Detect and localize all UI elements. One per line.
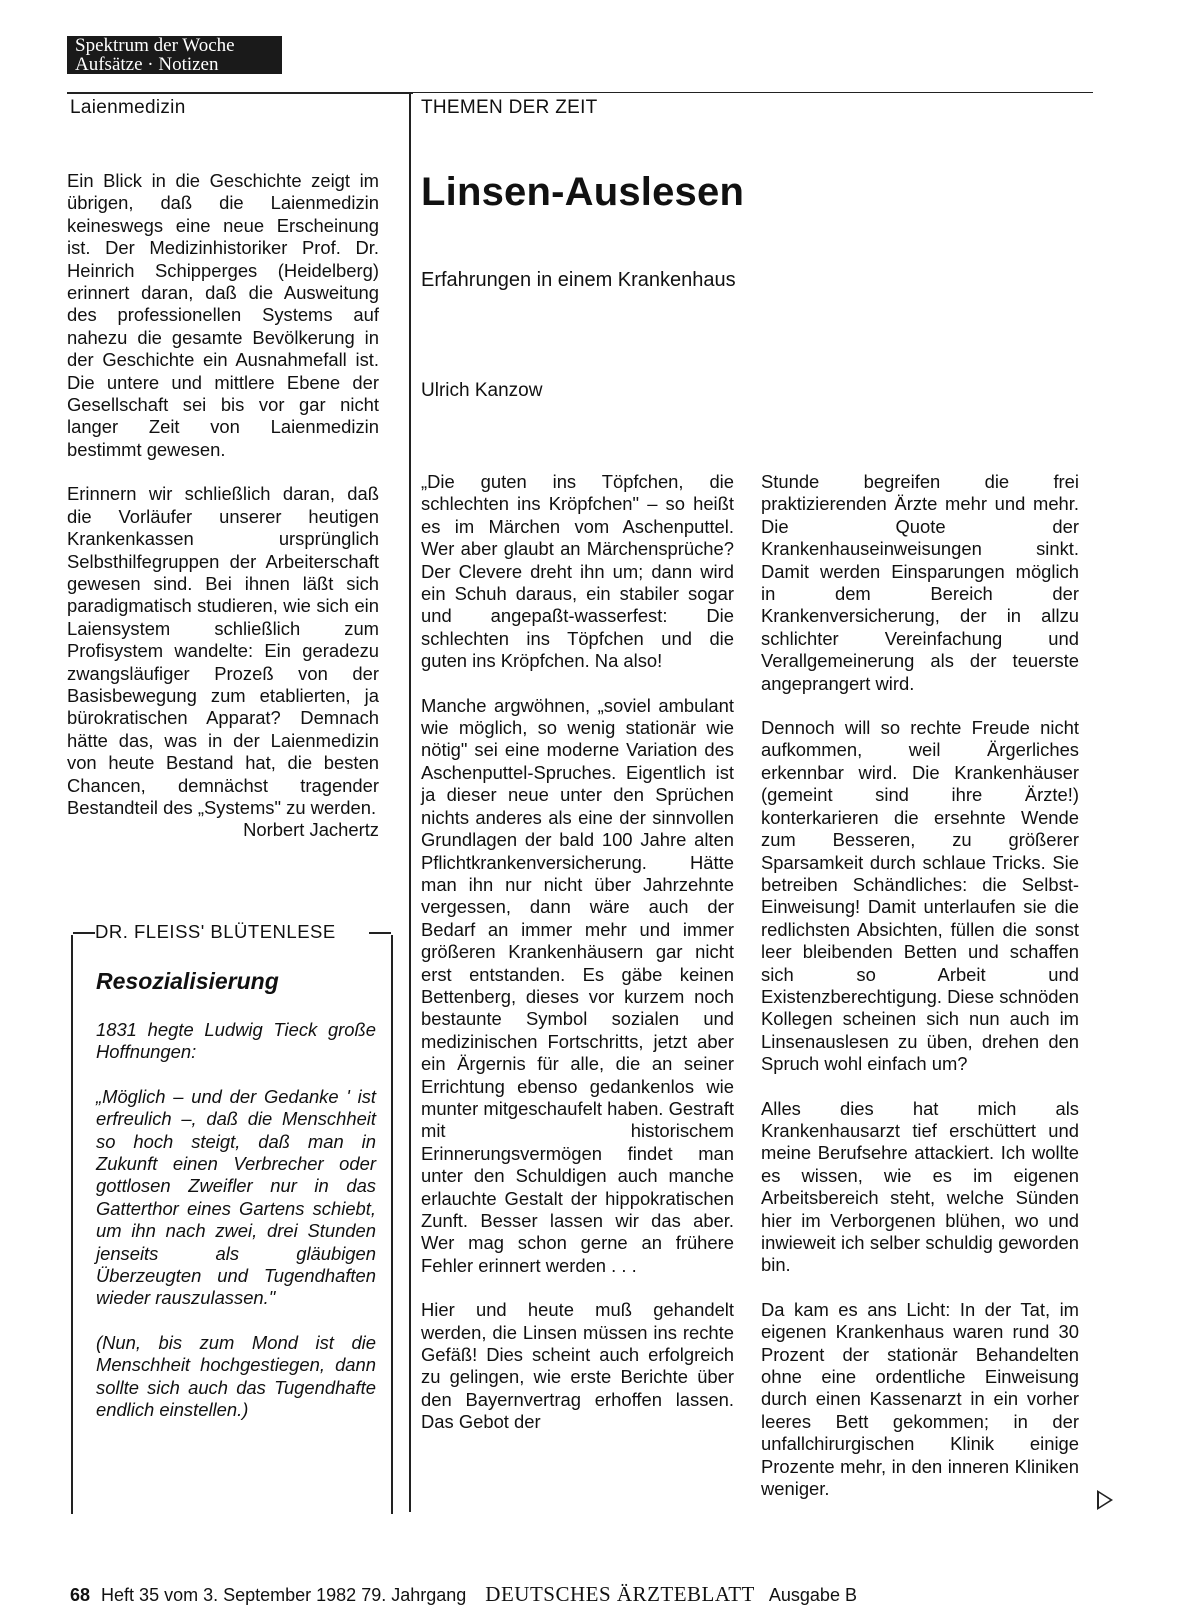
box-paragraph: 1831 hegte Ludwig Tieck große Hoffnungen: <box>96 1019 376 1063</box>
left-article-body <box>67 170 379 841</box>
top-rule-right <box>413 92 1093 93</box>
badge-line-2: Aufsätze · Notizen <box>75 54 219 75</box>
left-section-heading: Laienmedizin <box>70 97 186 118</box>
article-title: Linsen-Auslesen <box>421 170 745 214</box>
article-paragraph: Stunde begreifen die frei praktizierenden Ärzte mehr und mehr. Die Quote der Krankenhauseinweisungen sinkt. Damit werden Einsparungen möglich in dem Bereich der Krankenversicherung, der in allzu schlichter Vereinfachung und Verallgemeinerung als der teuerste angeprangert wird. <box>761 471 1079 694</box>
box-paragraph: (Nun, bis zum Mond ist die Menschheit hochgestiegen, dann sollte sich auch das Tugendhafte endlich einstellen.) <box>96 1331 376 1421</box>
edition: Ausgabe B <box>768 1585 857 1605</box>
article-author: Ulrich Kanzow <box>421 380 543 401</box>
box-title: Resozialisierung <box>96 968 279 994</box>
section-badge <box>67 36 282 74</box>
article-section-heading: THEMEN DER ZEIT <box>421 97 598 118</box>
article-subtitle: Erfahrungen in einem Krankenhaus <box>421 269 736 291</box>
article-column-2 <box>761 471 1079 1500</box>
article-column-1 <box>421 471 734 1434</box>
box-label: DR. FLEISS' BLÜTENLESE <box>95 921 336 942</box>
issue-info: Heft 35 vom 3. September 1982 79. Jahrgang <box>101 1585 467 1605</box>
article-paragraph: „Die guten ins Töpfchen, die schlechten ins Kröpfchen" – so heißt es im Märchen vom Aschenputtel. Wer aber glaubt an Märchensprüche? Der Clevere dreht ihn um; dann wird ein Schuh daraus, ein stabiler sogar und angepaßt-wasserfest: Die schlechten ins Töpfchen und die guten ins Kröpfchen. Na also! <box>421 471 734 672</box>
article-paragraph: Manche argwöhnen, „soviel ambulant wie möglich, so wenig stationär wie nötig" sei eine moderne Variation des Aschenputtel-Spruches. Eigentlich ist ja dieser neue unter den Sprüchen nichts anderes als eine der sinnvollen Grundlagen der bald 100 Jahre alten Pflichtkrankenversicherung. Hätte man ihn nur nicht über Jahrzehnte vergessen, dann wäre auch der Bedarf an immer mehr und immer größeren Krankenhäusern gar nicht erst entstanden. Es gäbe keinen Bettenberg, dieses vor kurzem noch bestaunte Symbol sozialen und medizinischen Fortschritts, jetzt aber ein Ärgernis für alle, die an seiner Errichtung ebenso gedankenlos wie munter mitgeschaufelt haben. Gestraft mit historischem Erinnerungsvermögen findet man unter den Schuldigen auch manche erlauchte Gestalt der hippokratischen Zunft. Besser lassen wir das aber. Wer mag schon gerne an frühere Fehler erinnert werden . . . <box>421 694 734 1276</box>
magazine-name: DEUTSCHES ÄRZTEBLATT <box>485 1582 755 1606</box>
badge-line-1: Spektrum der Woche <box>75 35 235 56</box>
page-number: 68 <box>70 1585 91 1605</box>
top-rule-left <box>67 92 413 94</box>
article-paragraph: Da kam es ans Licht: In der Tat, im eigenen Krankenhaus waren rund 30 Prozent der stationär Behandelten ohne eine ordentliche Einweisung durch einen Kassenarzt in ein vorher leeres Bett gekommen; in der unfallchirurgischen Klinik einige Prozente mehr, in den inneren Kliniken weniger. <box>761 1298 1079 1500</box>
box-body <box>96 1019 376 1444</box>
left-paragraph: Ein Blick in die Geschichte zeigt im übrigen, daß die Laienmedizin keineswegs eine neue Erscheinung ist. Der Medizinhistoriker Prof. Dr. Heinrich Schipperges (Heidelberg) erinnert daran, daß die Ausweitung des professionellen Systems auf nahezu die gesamte Bevölkerung in der Geschichte ein Ausnahmefall ist. Die untere und mittlere Ebene der Gesellschaft sei bis vor gar nicht langer Zeit von Laienmedizin bestimmt gewesen. <box>67 170 379 460</box>
article-paragraph: Alles dies hat mich als Krankenhausarzt tief erschüttert und meine Berufsehre attackiert. Ich wollte es wissen, wie es im eigenen Arbeitsbereich steht, welche Sünden hier im Verborgenen blühen, wo und inwieweit ich selber schuldig geworden bin. <box>761 1097 1079 1276</box>
article-paragraph: Hier und heute muß gehandelt werden, die Linsen müssen ins rechte Gefäß! Dies scheint auch erfolgreich zu gelingen, wie erste Berichte über den Bayernvertrag erhoffen lassen. Das Gebot der <box>421 1299 734 1433</box>
left-paragraph: Erinnern wir schließlich daran, daß die Vorläufer unserer heutigen Krankenkassen ursprünglich Selbsthilfegruppen der Arbeiterschaft gewesen sind. Bei ihnen läßt sich paradigmatisch studieren, wie sich ein Laiensystem schließlich zum Profisystem wandelte: Ein geradezu zwangsläufiger Prozeß von der Basisbewegung zum etablierten, ja bürokratischen Apparat? Demnach hätte das, was in der Laienmedizin von heute Bestand hat, die besten Chancen, demnächst tragender Bestandteil des „Systems" zu werden. <box>67 483 379 818</box>
box-paragraph: „Möglich – und der Gedanke ' ist erfreulich –, daß die Menschheit so hoch steigt, daß man in Zukunft einen Verbrecher oder gottlosen Zweifler nur in das Gatterthor eines Gartens schiebt, um ihn nach zwei, drei Stunden jenseits als gläubigen Überzeugten und Tugendhaften wieder rauszulassen." <box>96 1085 376 1309</box>
page-footer <box>70 1582 857 1607</box>
column-divider <box>409 92 411 1512</box>
continue-arrow-icon <box>1097 1490 1113 1510</box>
article-paragraph: Dennoch will so rechte Freude nicht aufkommen, weil Ärgerliches erkennbar wird. Die Krankenhäuser (gemeint sind ihre Ärzte!) konterkarieren die ersehnte Wende zum Besseren, zu größerer Sparsamkeit durch schlaue Tricks. Sie betreiben Schändliches: die Selbst-Einweisung! Damit unterlaufen sie die redlichsten Absichten, füllen die sonst leer bleibenden Betten und schaffen sich so Arbeit und Existenzberechtigung. Diese schnöden Kollegen scheinen sich nun auch im Linsenauslesen zu üben, drehen den Spruch wohl einfach um? <box>761 717 1079 1075</box>
author-signature: Norbert Jachertz <box>243 818 379 840</box>
